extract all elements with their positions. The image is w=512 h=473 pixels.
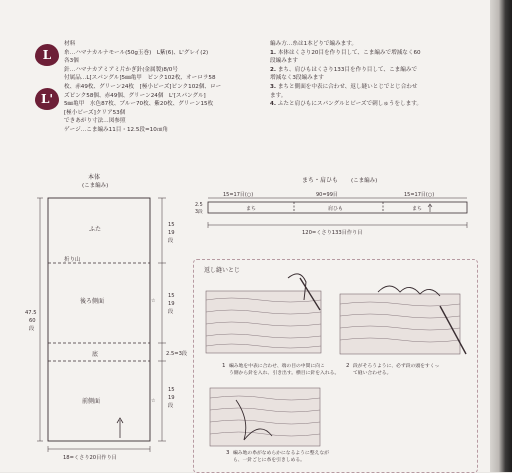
materials-line: 付属品…L[スパングル]5㎜亀甲 ピンク102枚、オーロラ58 — [64, 75, 216, 82]
step-line: 増減なく3段編みます — [270, 75, 324, 82]
strap-dim-right: 15=17目(○) — [404, 192, 435, 198]
dim-label: 段 — [168, 238, 174, 244]
step-number: 3. — [270, 83, 277, 90]
step-text: まちと側面を中表に合わせ、返し縫いとじでとじ合わせ — [277, 83, 418, 90]
step-line: ます。 — [270, 92, 287, 99]
section-fold: 折り山 — [64, 257, 81, 263]
section-front: 前側面 — [82, 398, 101, 405]
dim-label: 段 — [168, 403, 174, 409]
star-mark: ☆ — [151, 298, 156, 304]
dim-label: 15 — [168, 293, 175, 299]
stitch-caption: 段がそろうように、必ず段の頭をすくっ — [353, 364, 440, 369]
materials-line: 5㎜亀甲 水色87枚、ブルー70枚、紫20枚、グリーン15枚 — [64, 101, 214, 108]
dim-label: 19 — [168, 395, 175, 401]
star-mark: ☆ — [151, 398, 156, 404]
stitch-caption: う側から針を入れ、引き出す。横目に針を入れる。 — [229, 371, 340, 376]
dim-total: 60 — [29, 318, 36, 324]
stitch-caption: ら、一針ごとに糸を引きしめる。 — [233, 458, 305, 463]
step-text: 本体はくさり20目を作り目して、こま編みで増減なく60 — [277, 49, 421, 56]
strap-total: 120=くさり133目作り目 — [302, 230, 363, 236]
strap-height: 3段 — [195, 210, 203, 215]
step-line: 段編みます — [270, 58, 298, 65]
strap-seg-left: まち — [246, 206, 257, 212]
materials-line: 糸…ハマナカルナモール(50g玉巻) L紫(6)、L'グレイ(2) — [64, 49, 209, 56]
dim-label: 段 — [168, 309, 174, 315]
section-bottom: 底 — [92, 351, 99, 358]
step-text: まち、肩ひもはくさり133目を作り目して、こま編みで — [277, 66, 418, 73]
dim-label: 15 — [168, 222, 175, 228]
stitch-title: 返し縫いとじ — [204, 267, 241, 274]
stitch-caption: て縫い合わせる。 — [353, 371, 392, 376]
section-lid: ふた — [89, 226, 102, 233]
badge-l: L — [35, 44, 59, 66]
materials-line: [極小ビーズ]クリア53個 — [64, 109, 126, 116]
stitch-cap-num: 3 — [226, 450, 230, 456]
materials-line: 枚、赤49枚、グリーン24枚 [極小ビーズ]ピンク102個、ロー — [64, 83, 222, 90]
dim-label: 19 — [168, 230, 175, 236]
materials-heading: 材料 — [64, 41, 76, 47]
strap-title: まち・肩ひも — [302, 177, 339, 184]
materials-line: できあがり寸法…図参照 — [64, 118, 126, 125]
step-number: 4. — [270, 101, 277, 108]
dim-width: 18=くさり20目作り目 — [63, 455, 117, 461]
strap-height: 2.5 — [195, 203, 203, 208]
strap-dim-left: 15=17目(○) — [223, 192, 254, 198]
strap-dim-center: 90=99目 — [316, 192, 338, 198]
dim-total: 段 — [29, 326, 35, 332]
steps-intro: 編み方…糸は1本どりで編みます。 — [270, 41, 358, 47]
stitch-illustration-2 — [340, 286, 466, 354]
dim-total: 47.5 — [25, 310, 37, 316]
dim-label: 2.5=3段 — [166, 351, 188, 357]
stitch-cap-num: 1 — [222, 363, 226, 369]
stitch-illustration-3 — [210, 388, 320, 446]
materials-line: 針…ハマナカアミアミ片かぎ針(金属製)8/0号 — [64, 66, 178, 73]
strap-subtitle: (こま編み) — [351, 178, 378, 184]
dim-label: 15 — [168, 387, 175, 393]
stitch-cap-num: 2 — [346, 363, 350, 369]
step-text: ふたと肩ひもにスパングルとビーズで刺しゅうをします。 — [277, 101, 423, 108]
materials-line: ズピンク58個、赤49個、グリーン24個 L'[スパングル] — [64, 92, 206, 99]
body-title: 本体 — [88, 174, 101, 181]
strap-seg-right: まち — [412, 206, 423, 212]
section-back: 後ろ側面 — [80, 298, 105, 305]
step-number: 2. — [270, 66, 277, 73]
badge-l-prime: L' — [35, 88, 59, 110]
step-number: 1. — [270, 49, 277, 56]
dim-label: 19 — [168, 301, 175, 307]
stitch-caption: 編み地の糸がなめらかになるように整えなが — [233, 451, 329, 456]
stitch-illustration-1 — [206, 274, 321, 353]
book-spine — [490, 0, 512, 472]
materials-line: ゲージ…こま編み11目・12.5段=10㎝角 — [64, 126, 168, 133]
materials-line: 各3個 — [64, 58, 79, 65]
body-subtitle: (こま編み) — [82, 183, 109, 189]
stitch-caption: 編み地を中表に合わせ、端の目の中間に向こ — [229, 364, 325, 369]
strap-seg-mid: 肩ひも — [328, 206, 344, 212]
